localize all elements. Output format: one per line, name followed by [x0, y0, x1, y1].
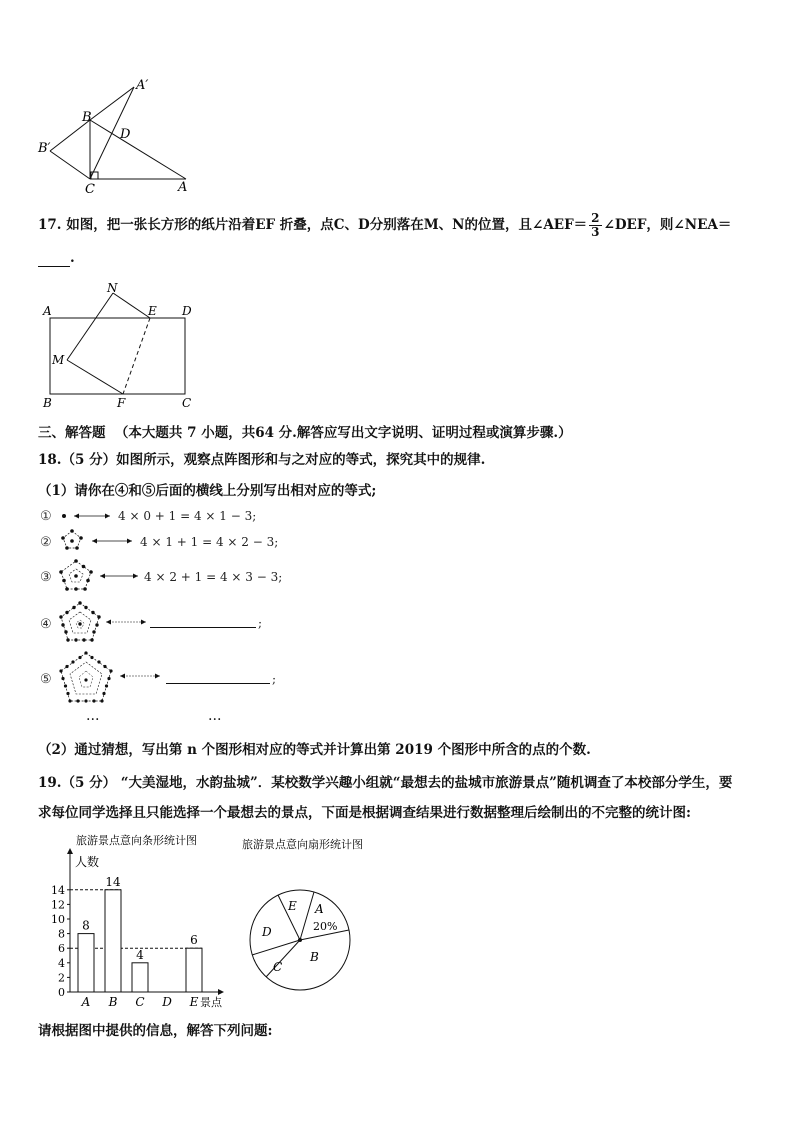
- q17-answer-line: .: [38, 250, 75, 267]
- pie-annotation-a: 20%: [313, 920, 338, 933]
- pie-label-c: C: [273, 960, 283, 974]
- x-axis-arrow: [218, 989, 224, 995]
- fold-triangle-figure: [30, 75, 210, 200]
- bar-chart-title: 旅游景点意向条形统计图: [76, 834, 197, 847]
- q17-text-before: 如图，把一张长方形的纸片沿着EF 折叠，点C、D分别落在M、N的位置，且∠AEF＝: [66, 217, 588, 233]
- pie-chart-title: 旅游景点意向扇形统计图: [242, 838, 363, 851]
- bar-chart: [40, 830, 230, 1010]
- y-tick-label: 4: [58, 956, 65, 970]
- row-2-equation: 4 × 1 + 1 = 4 × 2 − 3;: [140, 535, 279, 549]
- q17-text-after: ∠DEF，则∠NEA＝: [603, 217, 732, 233]
- row-1-number: ①: [40, 509, 52, 524]
- row-4-answer-blank: [150, 627, 256, 628]
- dot-pattern-5: [58, 650, 168, 708]
- bar-b: [105, 890, 121, 992]
- label-n: N: [107, 281, 118, 295]
- q18-title: 18.（5 分）如图所示，观察点阵图形和与之对应的等式，探究其中的规律.: [38, 452, 486, 468]
- label-d: D: [120, 127, 131, 142]
- q19-instruction: 请根据图中提供的信息，解答下列问题:: [38, 1023, 273, 1039]
- bar-e: [186, 948, 202, 992]
- label-a: A: [43, 304, 52, 318]
- label-e: E: [148, 304, 157, 318]
- y-axis-label: 人数: [75, 855, 100, 869]
- category-label: B: [108, 995, 118, 1009]
- ellipsis-left: …: [86, 708, 100, 724]
- label-b: B: [43, 396, 52, 410]
- label-a: A: [178, 180, 188, 195]
- bar-a: [78, 934, 94, 992]
- row-2-number: ②: [40, 535, 52, 550]
- dot-pattern-2: [58, 527, 138, 553]
- question-17: [38, 212, 731, 239]
- answer-blank: [38, 250, 70, 267]
- dot-pattern-4: [58, 600, 150, 646]
- pie-chart: [238, 836, 378, 996]
- q18-part2: （2）通过猜想，写出第 n 个图形相对应的等式并计算出第 2019 个图形中所含的点的个数.: [38, 742, 591, 758]
- category-label: D: [162, 995, 172, 1009]
- q18-part1: （1）请你在④和⑤后面的横线上分别写出相对应的等式;: [38, 483, 377, 499]
- q17-number: 17.: [38, 217, 62, 233]
- fold-rectangle-figure: [35, 280, 205, 410]
- row-1-equation: 4 × 0 + 1 = 4 × 1 − 3;: [118, 509, 257, 523]
- y-axis-arrow: [67, 848, 73, 854]
- label-d: D: [182, 304, 192, 318]
- dot-pattern-3: [58, 558, 148, 594]
- label-m: M: [52, 353, 65, 367]
- label-b: B: [82, 110, 92, 125]
- row-4-number: ④: [40, 617, 52, 632]
- q19-line2: 求每位同学选择且只能选择一个最想去的景点，下面是根据调查结果进行数据整理后绘制出的不完整的统计图:: [38, 805, 691, 821]
- q19-line1: 19.（5 分） “大美湿地，水韵盐城”．某校数学兴趣小组就“最想去的盐城市旅游景点”随机调查了本校部分学生，要: [38, 775, 733, 791]
- y-tick-label: 0: [58, 986, 65, 999]
- pie-center: [298, 938, 302, 942]
- category-label: E: [189, 995, 199, 1009]
- x-axis-label: 景点: [200, 996, 222, 1009]
- bar-value-label: 4: [136, 947, 144, 962]
- ellipsis-right: …: [208, 708, 222, 724]
- row-5-semicolon: ;: [272, 672, 277, 686]
- label-c: C: [182, 396, 192, 410]
- pie-label-d: D: [262, 925, 272, 939]
- label-a-prime: A′: [136, 78, 149, 93]
- section-heading: 三、解答题 （本大题共 7 小题，共64 分.解答应写出文字说明、证明过程或演算步骤.）: [38, 425, 572, 441]
- y-tick-label: 6: [58, 942, 65, 956]
- category-label: C: [135, 995, 145, 1009]
- category-label: A: [81, 995, 91, 1009]
- pie-label-a: A: [315, 902, 324, 916]
- label-f: F: [117, 396, 126, 410]
- bar-value-label: 14: [105, 874, 121, 889]
- y-tick-label: 12: [51, 898, 65, 912]
- row-4-semicolon: ;: [258, 616, 263, 630]
- pie-label-b: B: [310, 950, 319, 964]
- y-tick-label: 8: [58, 927, 65, 941]
- pie-label-e: E: [288, 899, 297, 913]
- bar-value-label: 6: [190, 933, 198, 948]
- row-3-equation: 4 × 2 + 1 = 4 × 3 − 3;: [144, 570, 283, 584]
- row-5-number: ⑤: [40, 672, 52, 687]
- q17-fraction: $\frac{2}{3}$: [591, 211, 600, 239]
- bar-c: [132, 963, 148, 992]
- label-c: C: [85, 182, 95, 197]
- label-b-prime: B′: [38, 141, 51, 156]
- pie-radius-ea: [300, 892, 314, 940]
- y-tick-label: 14: [51, 883, 65, 897]
- bar-value-label: 8: [82, 918, 90, 933]
- row-3-number: ③: [40, 570, 52, 585]
- y-tick-label: 10: [51, 913, 65, 926]
- y-tick-label: 2: [58, 971, 65, 985]
- row-5-answer-blank: [166, 683, 270, 684]
